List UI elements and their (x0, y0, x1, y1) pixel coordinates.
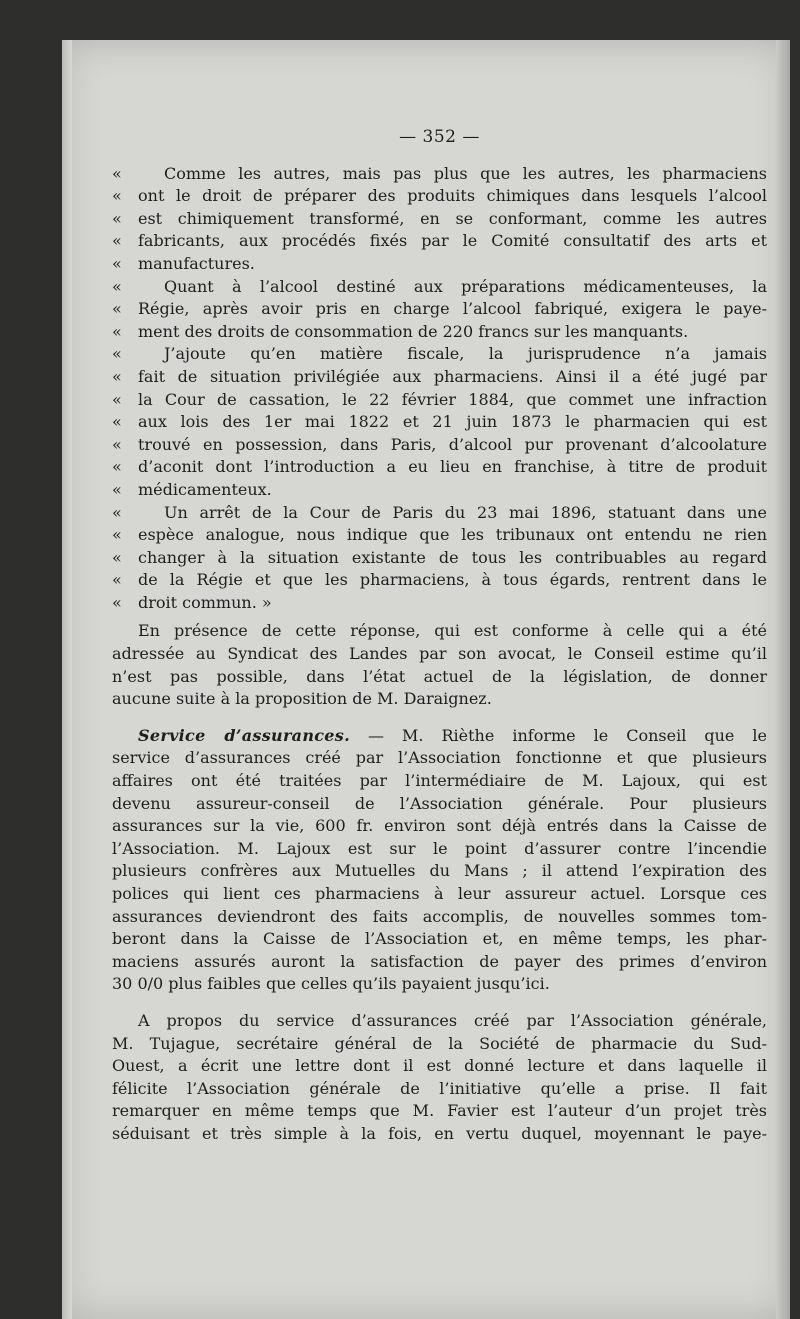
line-text: Régie, après avoir pris en charge l’alcool fabriqué, exigera le paye- (138, 299, 767, 319)
page-number: — 352 — (399, 127, 480, 147)
text-line (112, 253, 767, 276)
quote-mark: « (112, 231, 122, 251)
line-text: fait de situation privilégiée aux pharmaciens. Ainsi il a été jugé par (138, 366, 767, 386)
text-line (112, 793, 767, 816)
line-text: Comme les autres, mais pas plus que les autres, les pharmaciens (164, 163, 767, 183)
line-text: Ouest, a écrit une lettre dont il est donné lecture et dans laquelle il (112, 1056, 767, 1076)
line-text: fabricants, aux procédés fixés par le Comité consultatif des arts et (138, 231, 767, 251)
line-text: manufactures. (138, 253, 255, 273)
line-text: séduisant et très simple à la fois, en vertu duquel, moyennant le paye- (112, 1123, 767, 1143)
quote-mark: « (112, 366, 122, 386)
line-text: droit commun. » (138, 592, 272, 612)
text-line (112, 906, 767, 929)
section-title: Service d’assurances. (138, 725, 350, 745)
text-line (112, 620, 767, 643)
text-line (112, 1100, 767, 1123)
line-text: En présence de cette réponse, qui est conforme à celle qui a été (138, 621, 767, 641)
text-line (112, 276, 767, 299)
text-line (112, 230, 767, 253)
line-text: n’est pas possible, dans l’état actuel de la législation, de donner (112, 666, 767, 686)
body-paragraph (112, 620, 767, 710)
section-paragraph (112, 725, 767, 996)
text-line (112, 725, 767, 748)
text-line (112, 688, 767, 711)
line-text: M. Tujague, secrétaire général de la Société de pharmacie du Sud- (112, 1033, 767, 1053)
text-line (112, 479, 767, 502)
text-line (112, 770, 767, 793)
text-line (112, 502, 767, 525)
line-text: adressée au Syndicat des Landes par son avocat, le Conseil estime qu’il (112, 644, 767, 664)
quote-mark: « (112, 299, 122, 319)
line-text: J’ajoute qu’en matière fiscale, la jurisprudence n’a jamais (164, 344, 767, 364)
line-text: l’Association. M. Lajoux est sur le point d’assurer contre l’incendie (112, 838, 767, 858)
quoted-paragraph (112, 343, 767, 501)
line-text: changer à la situation existante de tous les contribuables au regard (138, 547, 767, 567)
line-text: la Cour de cassation, le 22 février 1884, que commet une infraction (138, 389, 767, 409)
line-text: d’aconit dont l’introduction a eu lieu en franchise, à titre de produit (138, 457, 767, 477)
text-line (112, 860, 767, 883)
quote-mark: « (112, 389, 122, 409)
line-text: plusieurs confrères aux Mutuelles du Mans ; il attend l’expiration des (112, 861, 767, 881)
line-text: aux lois des 1er mai 1822 et 21 juin 1873 le pharmacien qui est (138, 412, 767, 432)
line-text: médicamenteux. (138, 479, 272, 499)
text-line (112, 973, 767, 996)
quote-mark: « (112, 321, 122, 341)
line-text: polices qui lient ces pharmaciens à leur assureur actuel. Lorsque ces (112, 884, 767, 903)
text-line (112, 456, 767, 479)
text-line (112, 1055, 767, 1078)
page-left-edge (62, 40, 72, 1319)
line-text: maciens assurés auront la satisfaction de payer des primes d’environ (112, 951, 767, 971)
text-line (112, 185, 767, 208)
text-line (112, 838, 767, 861)
line-text: remarquer en même temps que M. Favier est l’auteur d’un projet très (112, 1101, 767, 1121)
text-line (112, 1123, 767, 1146)
text-line (112, 951, 767, 974)
page-text-block (112, 118, 767, 1160)
paragraphs-container (112, 163, 767, 1160)
quote-mark: « (112, 592, 122, 612)
quoted-paragraph (112, 163, 767, 276)
line-text: espèce analogue, nous indique que les tribunaux ont entendu ne rien (138, 525, 767, 545)
line-text: Un arrêt de la Cour de Paris du 23 mai 1896, statuant dans une (164, 502, 767, 522)
text-line (112, 883, 767, 906)
line-text: ont le droit de préparer des produits chimiques dans lesquels l’alcool (138, 186, 767, 206)
line-text: affaires ont été traitées par l’intermédiaire de M. Lajoux, qui est (112, 771, 767, 791)
quote-mark: « (112, 570, 122, 590)
body-paragraph (112, 1010, 767, 1146)
quote-mark: « (112, 344, 122, 364)
text-line (112, 524, 767, 547)
text-line (112, 1078, 767, 1101)
line-text: aucune suite à la proposition de M. Daraignez. (112, 689, 492, 709)
quote-mark: « (112, 276, 122, 296)
quote-mark: « (112, 186, 122, 206)
text-line (112, 163, 767, 186)
quoted-paragraph (112, 276, 767, 344)
quote-mark: « (112, 525, 122, 545)
text-line (112, 747, 767, 770)
text-line (112, 928, 767, 951)
text-line (112, 343, 767, 366)
text-line (112, 1010, 767, 1033)
quote-mark: « (112, 457, 122, 477)
quote-mark: « (112, 434, 122, 454)
text-line (112, 815, 767, 838)
quote-mark: « (112, 547, 122, 567)
quote-mark: « (112, 479, 122, 499)
line-text: — M. Rièthe informe le Conseil que le (349, 725, 767, 745)
text-line (112, 569, 767, 592)
quoted-paragraph (112, 502, 767, 615)
text-line (112, 592, 767, 615)
quote-mark: « (112, 163, 122, 183)
line-text: trouvé en possession, dans Paris, d’alcool pur provenant d’alcoolature (138, 434, 767, 454)
quote-mark: « (112, 208, 122, 228)
line-text: Quant à l’alcool destiné aux préparations médicamenteuses, la (164, 276, 767, 296)
text-line (112, 389, 767, 412)
text-line (112, 1033, 767, 1056)
line-text: assurances deviendront des faits accomplis, de nouvelles sommes tom- (112, 906, 767, 926)
text-line (112, 321, 767, 344)
line-text: service d’assurances créé par l’Association fonctionne et que plusieurs (112, 748, 767, 768)
text-line (112, 411, 767, 434)
line-text: beront dans la Caisse de l’Association et, en même temps, les phar- (112, 929, 767, 949)
quote-mark: « (112, 502, 122, 522)
line-text: ment des droits de consommation de 220 francs sur les manquants. (138, 321, 689, 341)
page-right-edge (776, 40, 790, 1319)
line-text: devenu assureur-conseil de l’Association générale. Pour plusieurs (112, 793, 767, 813)
text-line (112, 366, 767, 389)
line-text: de la Régie et que les pharmaciens, à tous égards, rentrent dans le (138, 570, 767, 590)
text-line (112, 298, 767, 321)
text-line (112, 208, 767, 231)
line-text: assurances sur la vie, 600 fr. environ sont déjà entrés dans la Caisse de (112, 816, 767, 836)
text-line (112, 666, 767, 689)
line-text: est chimiquement transformé, en se conformant, comme les autres (138, 208, 767, 228)
quote-mark: « (112, 253, 122, 273)
line-text: 30 0/0 plus faibles que celles qu’ils payaient jusqu’ici. (112, 974, 550, 994)
text-line (112, 547, 767, 570)
text-line (112, 434, 767, 457)
quote-mark: « (112, 412, 122, 432)
line-text: A propos du service d’assurances créé par l’Association générale, (138, 1010, 767, 1030)
line-text: félicite l’Association générale de l’initiative qu’elle a prise. Il fait (112, 1078, 767, 1098)
text-line (112, 643, 767, 666)
